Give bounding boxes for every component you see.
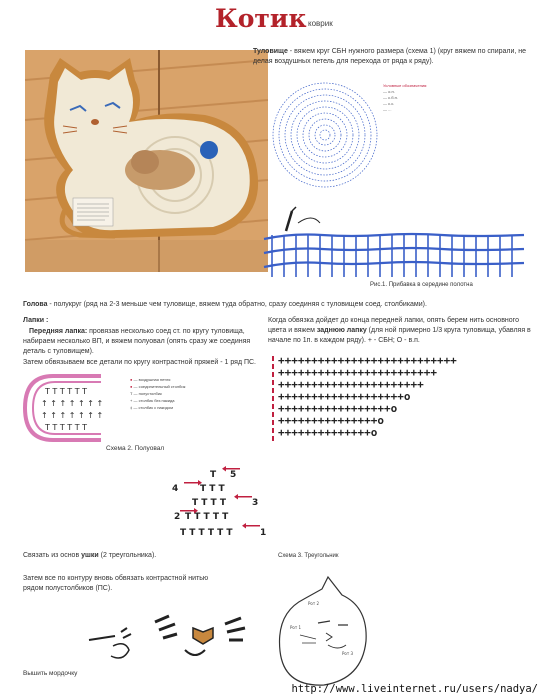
ears-text: Связать из основ ушки (2 треугольника). (23, 552, 157, 559)
head-heading: Голова (23, 301, 48, 308)
front-paw-text (23, 327, 268, 357)
svg-text:T: T (210, 470, 217, 480)
ears-bold: ушки (81, 552, 99, 559)
svg-text:T T T T T T: T T T T T T (180, 528, 233, 538)
scheme1-diagram (270, 80, 380, 190)
sketch-label-1: Рот 2 (308, 601, 320, 606)
svg-text:++++++++++++++++++++++++: ++++++++++++++++++++++++ (278, 366, 437, 379)
row-number-3: 3 (252, 498, 259, 508)
fig1-diagram (262, 205, 528, 280)
row-number-2: 2 (174, 512, 181, 522)
body-section-text (253, 47, 538, 67)
page-subtitle: коврик (308, 19, 333, 28)
svg-text:T T T: T T T (200, 484, 225, 494)
svg-text:+++++++++++++++++++o: +++++++++++++++++++o (278, 390, 411, 403)
outline-text: Затем все по контуру вновь обвязать контрастной нитью рядом полустолбиков (ПС). (23, 575, 209, 592)
scheme3-diagram (170, 463, 270, 548)
body-text: - вяжем круг СБН нужного размера (схема 1) (круг вяжем по спирали, не делая воздушных петель для перехода от ряда к ряду). (253, 48, 527, 65)
fig1-caption: Рис.1. Прибавка в середине полотна (370, 282, 473, 288)
svg-text:T T T T T T: T T T T T T (45, 423, 88, 432)
svg-text:++++++++++++++o: ++++++++++++++o (278, 426, 378, 439)
front-paw-heading: Передняя лапка: (29, 328, 88, 335)
scheme3-caption: Схема 3. Треугольник (278, 553, 339, 559)
sketch-label-3: Рот 3 (342, 651, 354, 656)
contrast-text: Затем обвязываем все детали по кругу контрастной пряжей - 1 ряд ПС. (23, 359, 257, 366)
sketch-label-2: Рот 1 (290, 625, 302, 630)
scheme2-legend: ● — воздушная петля ● — соединительный столбик T — полустолбик + — столбик без накида ‡ — столбик с накидом (130, 377, 186, 410)
svg-text:+++++++++++++++++o: +++++++++++++++++o (278, 402, 398, 415)
svg-text:T T T T: T T T T (192, 498, 226, 508)
head-section-text (23, 300, 523, 310)
svg-text:↑ ↑ ↑ ↑ ↑ ↑ ↑: ↑ ↑ ↑ ↑ ↑ ↑ ↑ (41, 399, 103, 408)
svg-text:+++++++++++++++++++++++++++: +++++++++++++++++++++++++++ (278, 354, 457, 367)
rug-photo (25, 50, 268, 272)
face-text: Вышить мордочку (23, 670, 78, 677)
paws-heading: Лапки : (23, 317, 49, 324)
svg-text:++++++++++++++++++++++: ++++++++++++++++++++++ (278, 378, 424, 391)
svg-text:T T T T T: T T T T T (185, 512, 229, 522)
hind-paw-bold: заднюю лапку (316, 327, 367, 334)
scheme2-caption: Схема 2. Полуовал (106, 445, 165, 452)
body-heading: Туловище (253, 48, 288, 55)
hind-paw-diagram (268, 352, 528, 444)
scheme1-legend: Условные обозначения: — о.п. — с.б.н. — с.с. — ... (383, 83, 428, 112)
watermark-url[interactable]: http://www.liveinternet.ru/users/nadya/ (291, 683, 538, 695)
hind-paw-text: Когда обвязка дойдет до конца передней лапки, опять берем нить основного цвета и вяжем заднюю лапку (для ной примерно 1/3 круга туловища, убавляя в начале по 1п. в каждом ряду). + - СБН; О - в.п. (268, 317, 531, 344)
scheme2-diagram (23, 372, 103, 444)
cat-head-sketch (270, 575, 380, 693)
front-paw-body: провязав несколько соед ст. по кругу туловища, набираем несколько ВП, и вяжем полуовал (опять сразу же соединяя деталь с туловищем). (23, 328, 251, 355)
row-number-5: 5 (230, 470, 237, 480)
row-number-4: 4 (172, 484, 179, 494)
svg-text:+++++++++++++++o: +++++++++++++++o (278, 414, 384, 427)
svg-text:↑ ↑ ↑ ↑ ↑ ↑ ↑: ↑ ↑ ↑ ↑ ↑ ↑ ↑ (41, 411, 103, 420)
svg-text:T T T T T T: T T T T T T (45, 387, 88, 396)
face-embroidery-diagram (85, 610, 275, 670)
page-title: Котик (215, 4, 307, 33)
row-number-1: 1 (260, 528, 267, 538)
head-text: - полукруг (ряд на 2-3 меньше чем туловище, вяжем туда обратно, сразу соединяя с туловищем соед. столбиками). (47, 301, 427, 308)
hind-paw-legend: + - СБН; О - в.п. (365, 337, 420, 344)
